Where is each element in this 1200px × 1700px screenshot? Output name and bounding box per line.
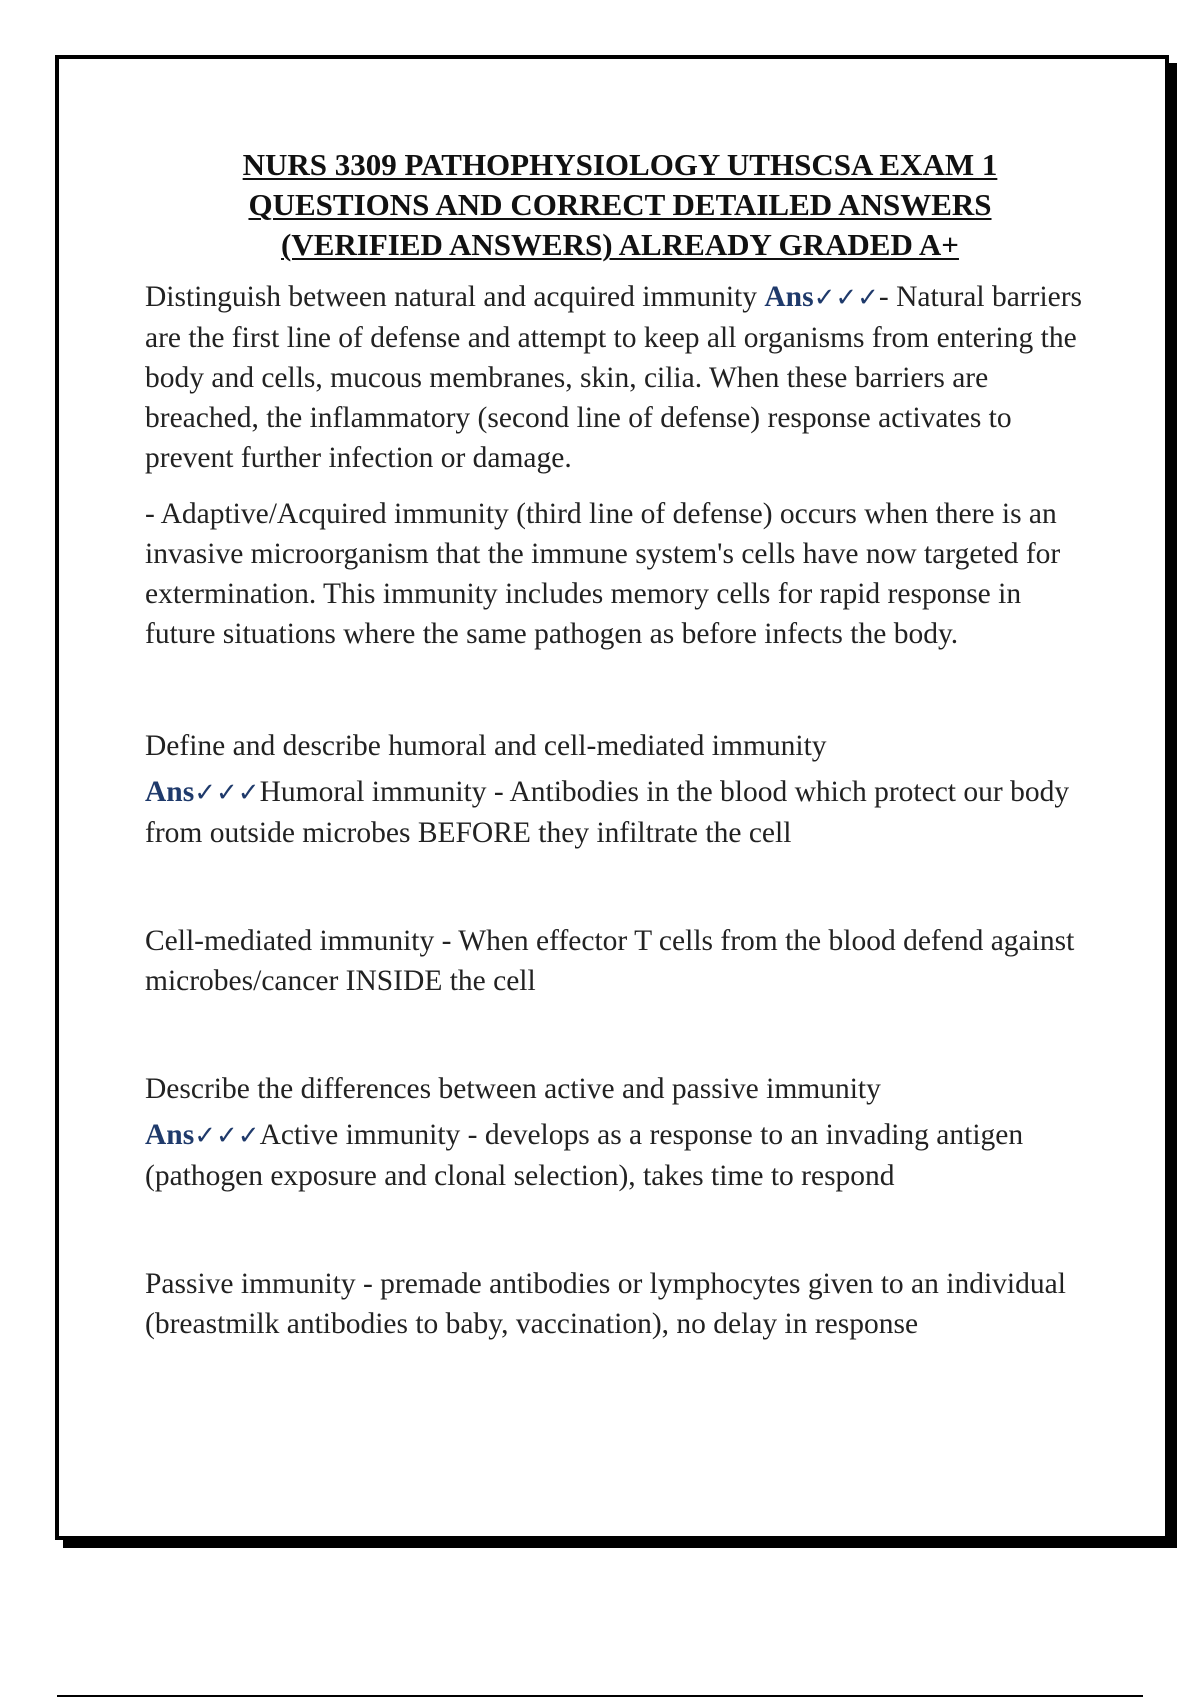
footer-rule	[57, 1695, 1143, 1697]
q2-ans-label: Ans	[145, 776, 195, 808]
q2-paragraph	[145, 772, 1095, 853]
q1-checkmark-icon: ✓✓✓	[813, 283, 879, 313]
title-line-3: (VERIFIED ANSWERS) ALREADY GRADED A+	[281, 227, 959, 262]
document-content	[145, 145, 1095, 1344]
q3-question: Describe the differences between active and passive immunity	[145, 1073, 881, 1105]
title-line-1: NURS 3309 PATHOPHYSIOLOGY UTHSCSA EXAM 1	[242, 147, 998, 182]
q2-answer-first: Humoral immunity - Antibodies in the blood which protect our body from outside microbes BEFORE they infiltrate the cell	[145, 776, 1070, 849]
q1-answer-second: - Adaptive/Acquired immunity (third line of defense) occurs when there is an invasive microorganism that the immune system's cells have now targeted for extermination. This immunity includes memory cells for rapid response in future situations where the same pathogen as before infects the body.	[145, 498, 1061, 650]
q2-checkmark-icon: ✓✓✓	[194, 778, 260, 808]
q3-ans-label: Ans	[145, 1119, 195, 1151]
q2-answer-second: Cell-mediated immunity - When effector T cells from the blood defend against microbes/cancer INSIDE the cell	[145, 925, 1075, 997]
q2-question: Define and describe humoral and cell-mediated immunity	[145, 730, 827, 762]
q3-paragraph	[145, 1115, 1095, 1196]
q1-paragraph	[145, 277, 1095, 478]
title-line-2: QUESTIONS AND CORRECT DETAILED ANSWERS	[248, 187, 992, 222]
q1-question: Distinguish between natural and acquired immunity	[145, 281, 765, 313]
q3-answer-second: Passive immunity - premade antibodies or lymphocytes given to an individual (breastmilk antibodies to baby, vaccination), no delay in response	[145, 1268, 1066, 1340]
q1-ans-label: Ans	[764, 281, 814, 313]
q3-checkmark-icon: ✓✓✓	[194, 1121, 260, 1151]
q3-answer-first: Active immunity - develops as a response to an invading antigen (pathogen exposure and clonal selection), takes time to respond	[145, 1119, 1024, 1192]
q1-answer-first: - Natural barriers are the first line of defense and attempt to keep all organisms from entering the body and cells, mucous membranes, skin, cilia. When these barriers are breached, the inflammatory (second line of defense) response activates to prevent further infection or damage.	[145, 281, 1083, 474]
document-title	[145, 145, 1095, 265]
